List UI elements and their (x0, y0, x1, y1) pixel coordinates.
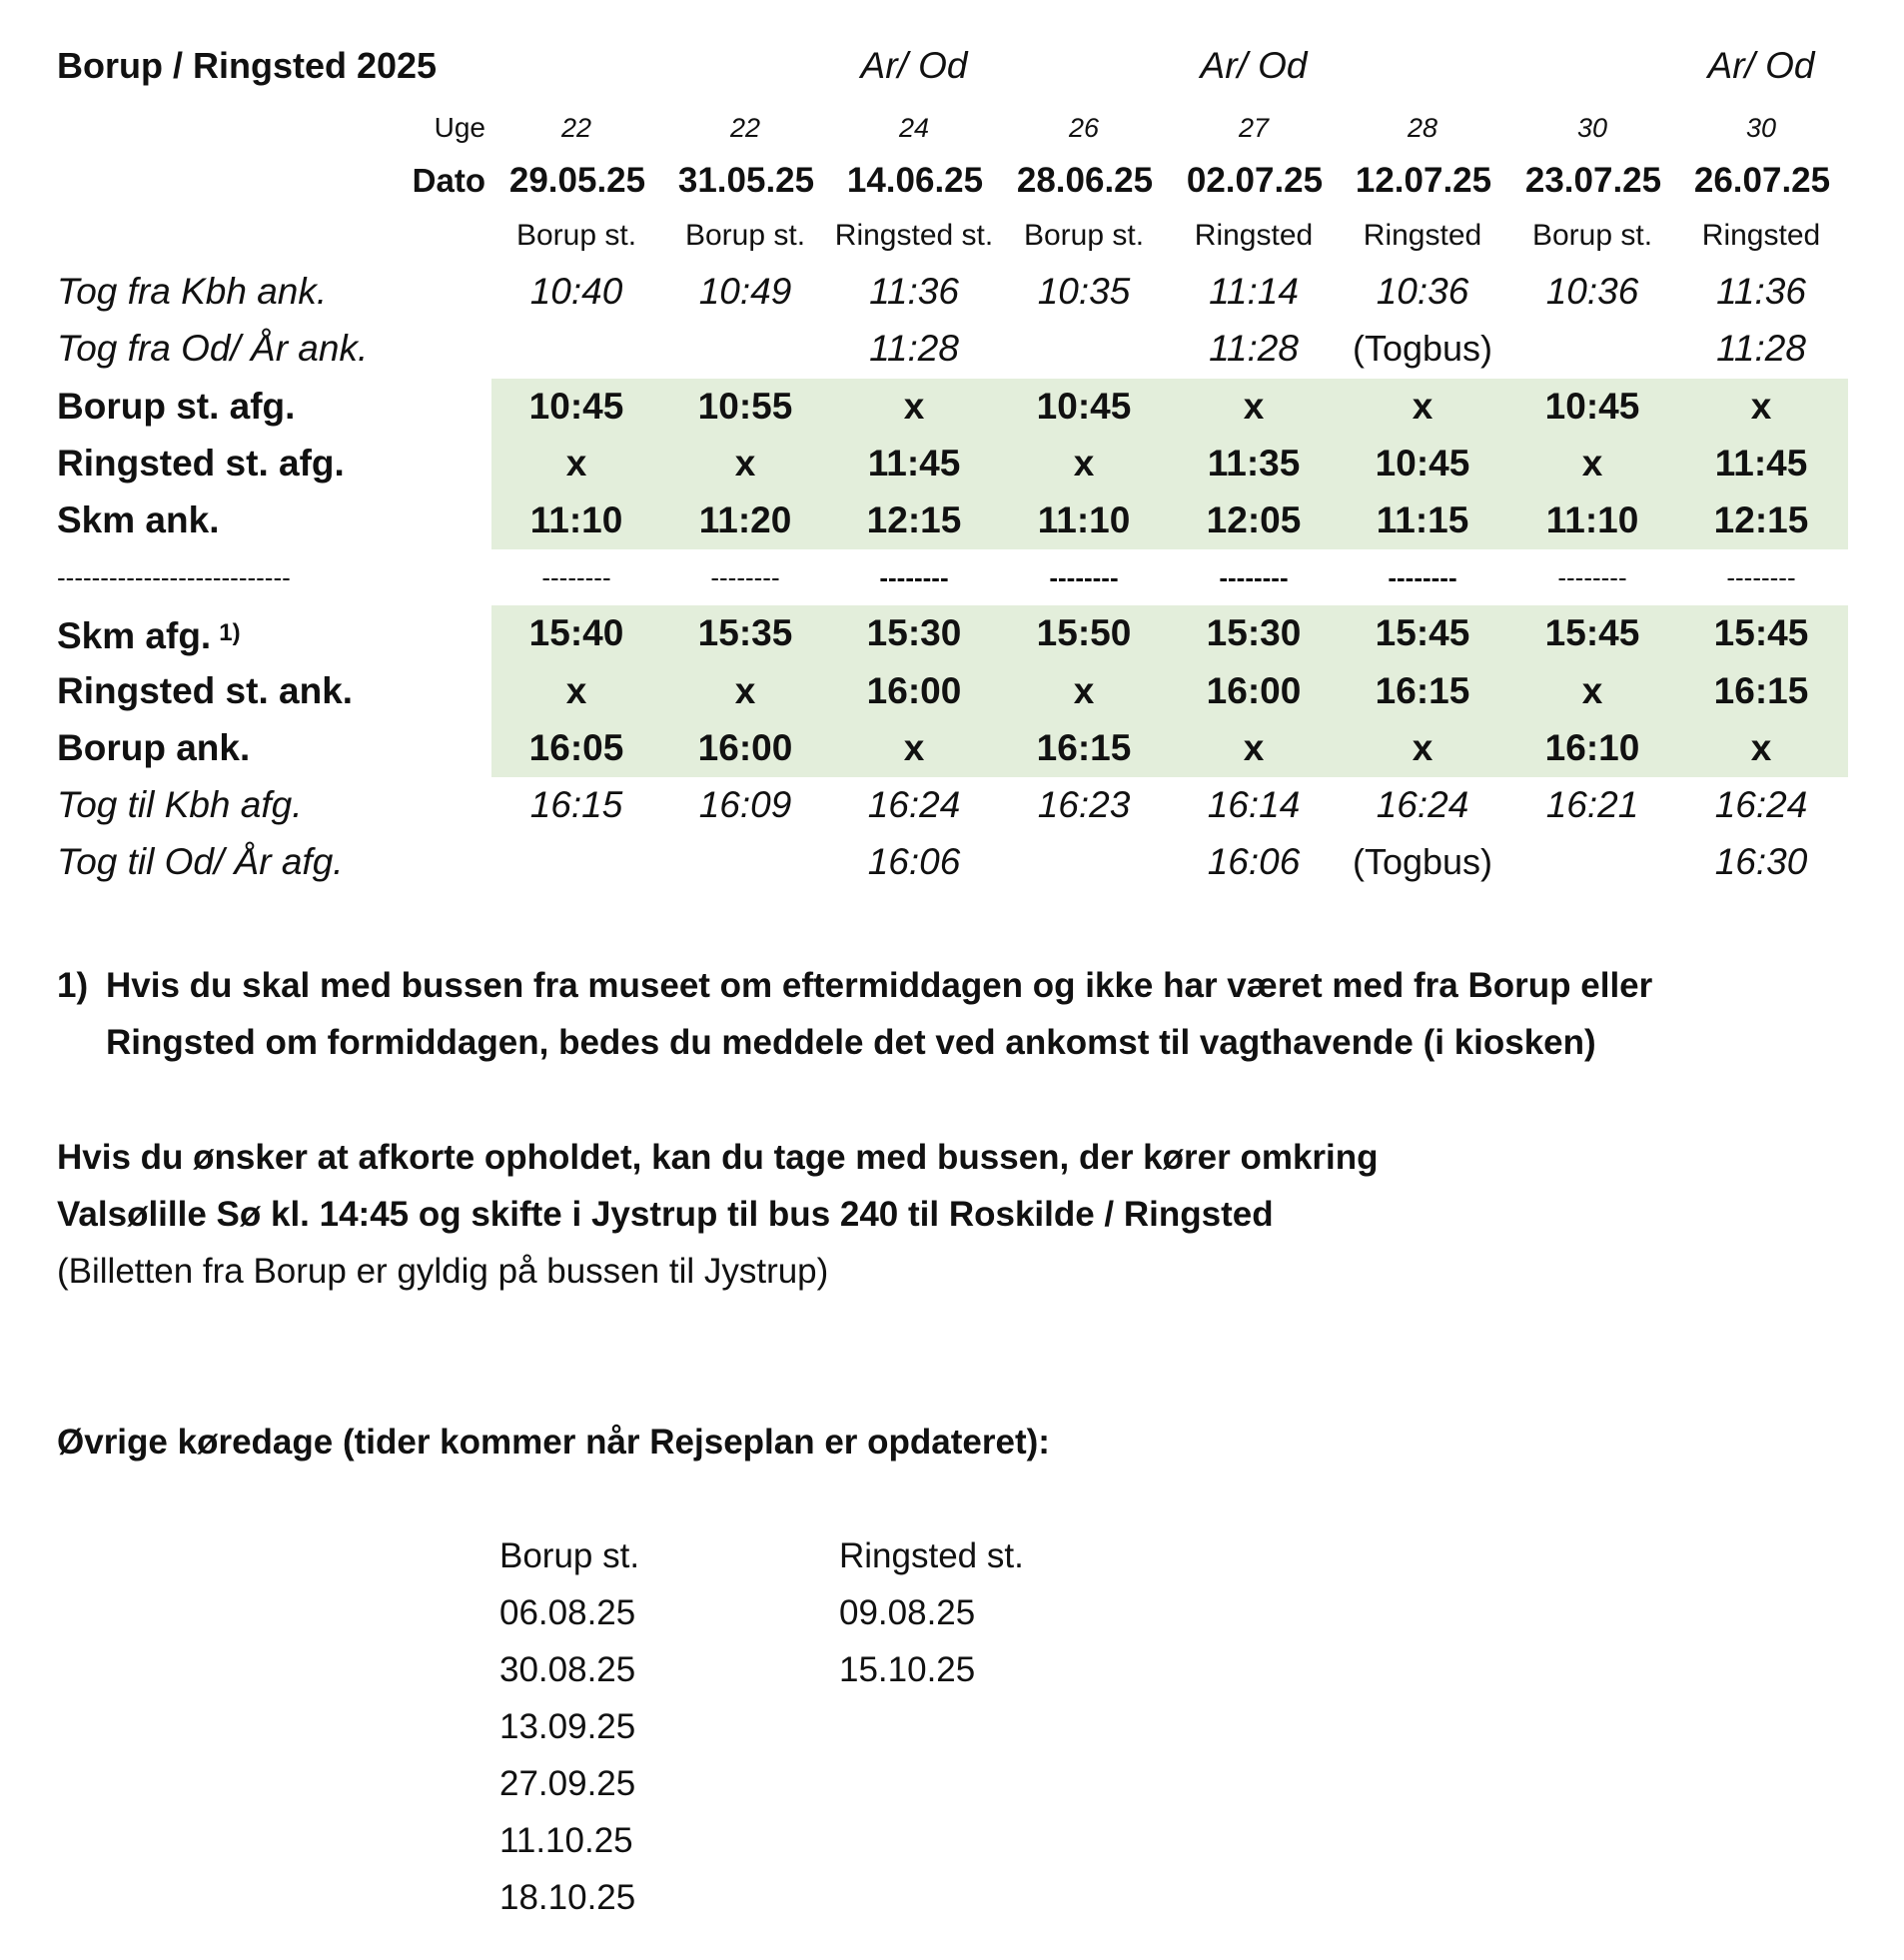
time-cell: -------- (541, 562, 611, 592)
time-cell: (Togbus) (1352, 328, 1493, 369)
week-number: 26 (1068, 113, 1100, 143)
time-cell: x (1750, 386, 1772, 427)
time-cell: 15:50 (1036, 612, 1132, 653)
time-cell: -------- (1388, 562, 1457, 592)
time-cell: x (565, 670, 587, 711)
time-cell: -------- (710, 562, 780, 592)
time-cell: 11:45 (1714, 443, 1808, 484)
row-label (57, 834, 344, 890)
route-note: Ar/ Od (1200, 45, 1308, 86)
timetable-row (0, 436, 1904, 491)
departure-station: Ringsted (1701, 219, 1821, 252)
timetable-row (0, 321, 1904, 377)
footnote-line: Ringsted om formiddagen, bedes du meddele det ved ankomst til vagthavende (i kiosken) (106, 1023, 1596, 1062)
footnote-marker: 1) (219, 619, 241, 646)
date: 26.07.25 (1693, 161, 1831, 200)
time-cell: 16:24 (1714, 784, 1808, 825)
time-cell: 12:05 (1206, 499, 1302, 540)
footnote-text (106, 957, 1652, 1071)
row-label (57, 720, 250, 776)
time-cell: 16:09 (698, 784, 792, 825)
date: 29.05.25 (508, 161, 646, 200)
departure-station: Borup st. (515, 219, 637, 252)
timetable-row (0, 492, 1904, 548)
footnote-line: Hvis du skal med bussen fra museet om eftermiddagen og ikke har været med fra Borup eller (106, 966, 1653, 1005)
row-label-text: Skm ank. (57, 499, 220, 540)
row-label (57, 379, 295, 435)
timetable-row (0, 663, 1904, 719)
timetable-row (0, 720, 1904, 776)
time-cell: 16:06 (867, 841, 961, 882)
row-label (57, 777, 302, 833)
time-cell: 10:45 (528, 386, 624, 427)
departure-station: Borup st. (1023, 219, 1145, 252)
time-cell: 10:36 (1376, 271, 1469, 312)
borup-date: 11.10.25 (499, 1821, 633, 1860)
time-cell: 11:35 (1207, 443, 1301, 484)
week-number: 28 (1407, 113, 1438, 143)
row-label (57, 492, 219, 548)
time-cell: 16:10 (1544, 727, 1640, 768)
time-cell: (Togbus) (1352, 841, 1493, 882)
time-cell: 15:45 (1544, 612, 1640, 653)
timetable-row (0, 379, 1904, 435)
time-cell: 10:49 (698, 271, 792, 312)
time-cell: 10:35 (1037, 271, 1131, 312)
departure-station: Ringsted (1363, 219, 1482, 252)
week-number: 27 (1238, 113, 1270, 143)
time-cell: -------- (879, 562, 949, 592)
week-number: 24 (898, 113, 930, 143)
borup-date: 13.09.25 (499, 1707, 636, 1746)
time-cell: 16:06 (1207, 841, 1301, 882)
row-label (57, 436, 345, 491)
week-number: 22 (560, 113, 592, 143)
borup-date: 30.08.25 (499, 1650, 636, 1689)
header-row-dato (0, 153, 1904, 209)
timetable-row (0, 777, 1904, 833)
time-cell: 15:30 (1206, 612, 1302, 653)
time-cell: 11:10 (1545, 499, 1639, 540)
time-cell: x (1073, 443, 1095, 484)
time-cell: 15:45 (1713, 612, 1809, 653)
header-row-uge (0, 100, 1904, 156)
time-cell: 15:30 (866, 612, 962, 653)
row-label-text: Tog til Od/ År afg. (57, 841, 344, 882)
time-cell: x (1243, 386, 1265, 427)
time-cell: 11:45 (867, 443, 961, 484)
row-label-text: Tog fra Kbh ank. (57, 271, 328, 312)
page-title: Borup / Ringsted 2025 (57, 45, 438, 86)
route-note: Ar/ Od (860, 45, 968, 86)
date: 31.05.25 (677, 161, 815, 200)
departure-station: Ringsted st. (834, 219, 994, 252)
week-number: 30 (1576, 113, 1608, 143)
time-cell: 10:45 (1375, 443, 1470, 484)
time-cell: 11:28 (1209, 328, 1299, 369)
time-cell: 11:28 (1716, 328, 1806, 369)
time-cell: x (1412, 386, 1433, 427)
date: 23.07.25 (1524, 161, 1662, 200)
timetable-row (0, 549, 1904, 605)
time-cell: -------- (1049, 562, 1119, 592)
row-label-text: Skm afg. (57, 615, 212, 656)
other-days-heading: Øvrige køredage (tider kommer når Rejseplan er opdateret): (57, 1423, 1050, 1462)
ringsted-date: 15.10.25 (839, 1650, 976, 1689)
ringsted-dates-header: Ringsted st. (839, 1536, 1024, 1575)
timetable-row (0, 264, 1904, 320)
row-label (57, 549, 291, 605)
departure-station: Ringsted (1194, 219, 1314, 252)
time-cell: 10:55 (697, 386, 793, 427)
time-cell: x (734, 443, 756, 484)
date: 28.06.25 (1016, 161, 1154, 200)
time-cell: 11:36 (1716, 271, 1806, 312)
time-cell: x (1073, 670, 1095, 711)
time-cell: x (1243, 727, 1265, 768)
row-label-text: Ringsted st. ank. (57, 670, 354, 711)
row-label-text: Ringsted st. afg. (57, 443, 345, 484)
ringsted-date: 09.08.25 (839, 1593, 976, 1632)
time-cell: 11:14 (1209, 271, 1299, 312)
departure-station: Borup st. (1531, 219, 1653, 252)
timetable-row (0, 605, 1904, 661)
time-cell: 15:40 (528, 612, 624, 653)
row-label (57, 663, 353, 719)
time-cell: -------- (1726, 562, 1796, 592)
borup-date: 27.09.25 (499, 1764, 636, 1803)
row-label (57, 605, 241, 664)
time-cell: 12:15 (866, 499, 962, 540)
date: 14.06.25 (846, 161, 984, 200)
time-cell: 16:15 (1713, 670, 1809, 711)
time-cell: 12:15 (1713, 499, 1809, 540)
time-cell: 16:15 (1036, 727, 1132, 768)
ringsted-dates-column (839, 1527, 1024, 1698)
time-cell: 16:15 (529, 784, 623, 825)
time-cell: 16:24 (1376, 784, 1469, 825)
header-row-station (0, 208, 1904, 264)
time-cell: x (903, 386, 925, 427)
header-row-note (0, 38, 1904, 94)
borup-dates-header: Borup st. (499, 1536, 640, 1575)
row-label-text: Tog til Kbh afg. (57, 784, 303, 825)
time-cell: 11:36 (869, 271, 959, 312)
borup-date: 06.08.25 (499, 1593, 636, 1632)
time-cell: 15:45 (1375, 612, 1470, 653)
time-cell: -------- (1557, 562, 1627, 592)
time-cell: 11:10 (1037, 499, 1131, 540)
date: 02.07.25 (1186, 161, 1324, 200)
time-cell: x (734, 670, 756, 711)
shorten-line-2: Valsølille Sø kl. 14:45 og skifte i Jystrup til bus 240 til Roskilde / Ringsted (57, 1195, 1274, 1234)
time-cell: x (903, 727, 925, 768)
footnote-number: 1) (57, 966, 89, 1005)
time-cell: 10:45 (1036, 386, 1132, 427)
time-cell: x (565, 443, 587, 484)
date: 12.07.25 (1355, 161, 1492, 200)
time-cell: 10:45 (1544, 386, 1640, 427)
time-cell: x (1581, 443, 1603, 484)
row-label (57, 264, 327, 320)
time-cell: 11:20 (698, 499, 792, 540)
time-cell: x (1581, 670, 1603, 711)
time-cell: 11:15 (1376, 499, 1469, 540)
row-label-text: Borup st. afg. (57, 386, 296, 427)
time-cell: x (1412, 727, 1433, 768)
time-cell: 16:23 (1037, 784, 1131, 825)
shorten-line-1: Hvis du ønsker at afkorte opholdet, kan du tage med bussen, der kører omkring (57, 1138, 1379, 1177)
timetable-row (0, 834, 1904, 890)
time-cell: 16:15 (1375, 670, 1470, 711)
time-cell: 15:35 (697, 612, 793, 653)
route-note: Ar/ Od (1707, 45, 1815, 86)
time-cell: 11:10 (529, 499, 623, 540)
row-label-text: Tog fra Od/ År ank. (57, 328, 369, 369)
week-number: 30 (1745, 113, 1777, 143)
time-cell: 16:30 (1714, 841, 1808, 882)
row-label-text: --------------------------- (57, 562, 291, 592)
time-cell: 10:40 (529, 271, 623, 312)
time-cell: 16:14 (1207, 784, 1301, 825)
borup-date: 18.10.25 (499, 1878, 636, 1917)
time-cell: 16:05 (528, 727, 624, 768)
row-label-text: Borup ank. (57, 727, 251, 768)
time-cell: 16:00 (697, 727, 793, 768)
time-cell: 10:36 (1545, 271, 1639, 312)
departure-station: Borup st. (684, 219, 806, 252)
time-cell: -------- (1219, 562, 1289, 592)
time-cell: 16:00 (866, 670, 962, 711)
time-cell: 16:00 (1206, 670, 1302, 711)
time-cell: x (1750, 727, 1772, 768)
time-cell: 16:21 (1545, 784, 1639, 825)
time-cell: 11:28 (869, 328, 959, 369)
dato-label: Dato (412, 162, 485, 199)
shorten-line-3: (Billetten fra Borup er gyldig på bussen til Jystrup) (57, 1252, 829, 1291)
row-label (57, 321, 368, 377)
week-number: 22 (729, 113, 761, 143)
uge-label: Uge (434, 112, 485, 143)
time-cell: 16:24 (867, 784, 961, 825)
borup-dates-column (499, 1527, 639, 1926)
